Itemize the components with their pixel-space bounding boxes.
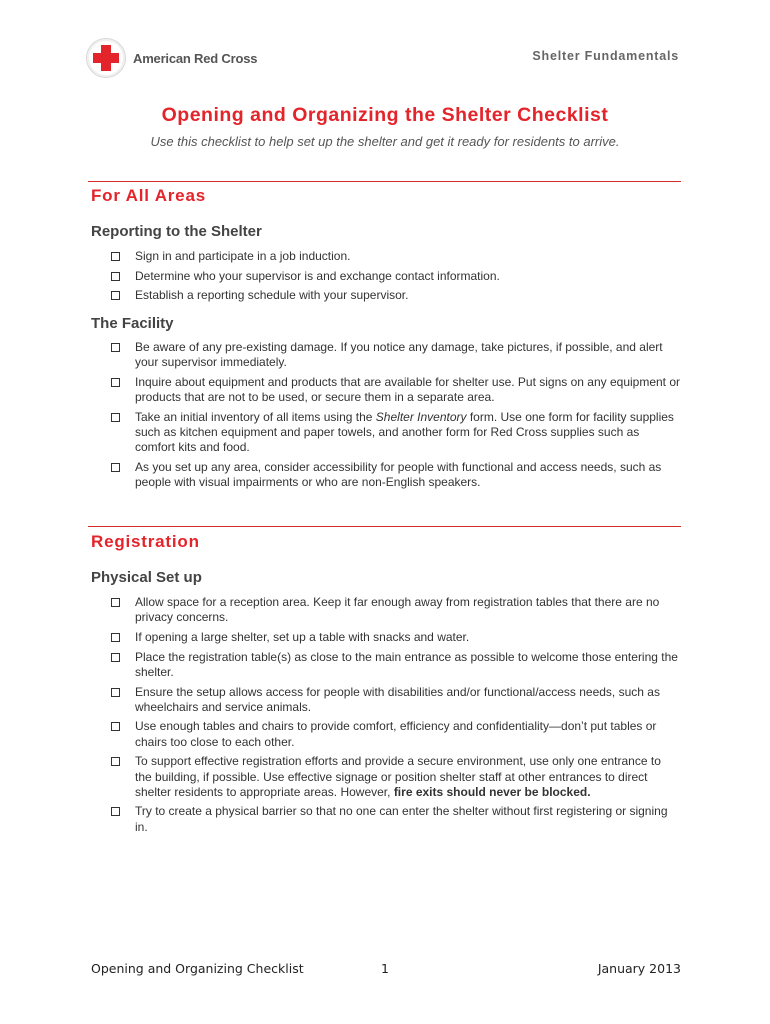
checkbox[interactable]: [111, 633, 120, 642]
org-name: American Red Cross: [133, 50, 258, 66]
checkbox[interactable]: [111, 807, 120, 816]
checkbox[interactable]: [111, 378, 120, 387]
checklist-item: Place the registration table(s) as close to the main entrance as possible to welcome those entering the shelter.: [110, 650, 680, 680]
shelter-inventory-form-name: Shelter Inventory: [375, 409, 467, 424]
checklist-item: Allow space for a reception area. Keep it far enough away from registration tables that there are no privacy concerns.: [110, 595, 680, 625]
red-cross-icon: [86, 38, 126, 78]
footer-page-number: 1: [381, 961, 389, 976]
checkbox[interactable]: [111, 463, 120, 472]
checklist-item: As you set up any area, consider accessibility for people with functional and access needs, such as people with visual impairments or who are non-English speakers.: [110, 460, 680, 490]
footer-document-name: Opening and Organizing Checklist: [91, 961, 304, 976]
checklist-facility: [110, 340, 680, 490]
checklist-item: Ensure the setup allows access for people with disabilities and/or functional/access needs, such as wheelchairs and service animals.: [110, 685, 680, 715]
checklist-item: Use enough tables and chairs to provide comfort, efficiency and confidentiality—don’t put tables or chairs too close to each other.: [110, 719, 680, 749]
american-red-cross-logo: [86, 38, 257, 78]
checklist-item: Determine who your supervisor is and exchange contact information.: [110, 269, 680, 284]
checklist-item: [110, 754, 680, 800]
checkbox[interactable]: [111, 688, 120, 697]
checkbox[interactable]: [111, 722, 120, 731]
checklist-item: If opening a large shelter, set up a table with snacks and water.: [110, 630, 680, 645]
checkbox[interactable]: [111, 252, 120, 261]
checklist-item: Try to create a physical barrier so that no one can enter the shelter without first registering or signing in.: [110, 804, 680, 834]
checkbox[interactable]: [111, 757, 120, 766]
item-text-registration-entrance: To support effective registration efforts and provide a secure environment, use only one entrance to the building, if possible. Use effective signage or position shelter staff at other entrances to direct shelter residents to appropriate areas. However, fire exits should never be blocked.: [135, 754, 661, 799]
checklist-item: Sign in and participate in a job induction.: [110, 249, 680, 264]
section-heading-for-all-areas: For All Areas: [91, 186, 206, 205]
section-divider: [88, 526, 681, 527]
checklist-item: [110, 410, 680, 456]
checkbox[interactable]: [111, 272, 120, 281]
item-text-inventory: Take an initial inventory of all items using the Shelter Inventory form. Use one form for facility supplies such as kitchen equipment and paper towels, and another form for Red Cross supplies such as comfort kits and food.: [135, 409, 674, 455]
section-heading-registration: Registration: [91, 532, 200, 551]
section-divider: [88, 181, 681, 182]
subheading-physical-setup: Physical Set up: [91, 569, 202, 586]
checklist-reporting: [110, 249, 680, 304]
fire-exit-warning: fire exits should never be blocked.: [393, 784, 591, 799]
page-subtitle: Use this checklist to help set up the shelter and get it ready for residents to arrive.: [150, 134, 620, 149]
footer-date: January 2013: [597, 961, 681, 976]
checklist-item: Be aware of any pre-existing damage. If you notice any damage, take pictures, if possible, and alert your supervisor immediately.: [110, 340, 680, 370]
checkbox[interactable]: [111, 413, 120, 422]
section-label: Shelter Fundamentals: [532, 49, 679, 63]
checklist-item: Establish a reporting schedule with your supervisor.: [110, 288, 680, 303]
checkbox[interactable]: [111, 343, 120, 352]
checkbox[interactable]: [111, 291, 120, 300]
subheading-facility: The Facility: [91, 315, 174, 332]
checklist-physical-setup: [110, 595, 680, 835]
subheading-reporting: Reporting to the Shelter: [91, 223, 262, 240]
checklist-item: Inquire about equipment and products that are available for shelter use. Put signs on any equipment or products that are not to be used, or secure them in a separate area.: [110, 375, 680, 405]
checkbox[interactable]: [111, 598, 120, 607]
page-title: Opening and Organizing the Shelter Checklist: [161, 104, 609, 126]
checkbox[interactable]: [111, 653, 120, 662]
